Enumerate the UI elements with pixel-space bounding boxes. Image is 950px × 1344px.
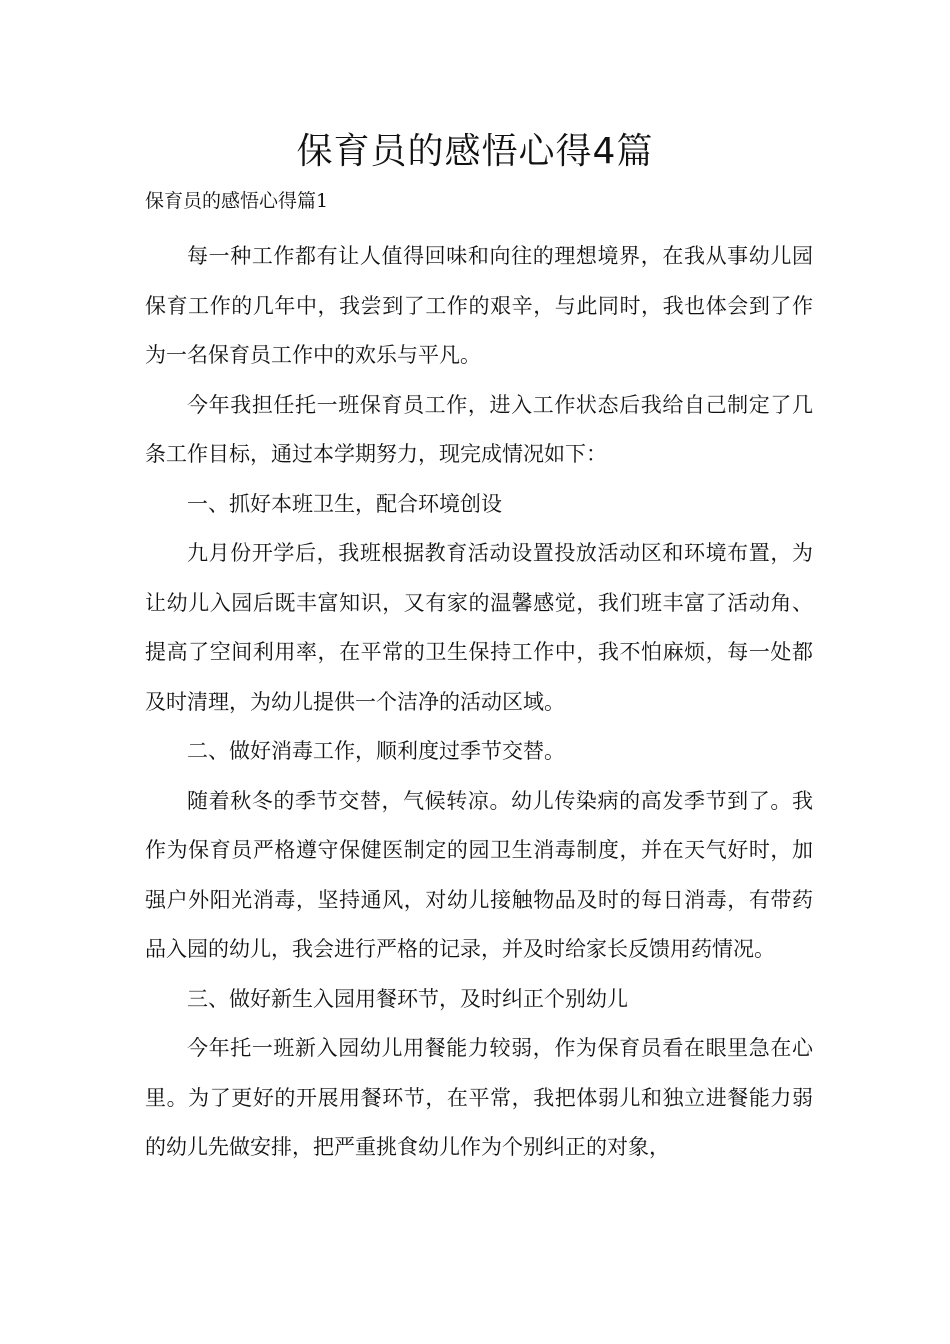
document-body: [145, 232, 813, 1173]
paragraph: 随着秋冬的季节交替，气候转凉。幼儿传染病的高发季节到了。我作为保育员严格遵守保健医制定的园卫生消毒制度，并在天气好时，加强户外阳光消毒，坚持通风，对幼儿接触物品及时的每日消毒，有带药品入园的幼儿，我会进行严格的记录，并及时给家长反馈用药情况。: [145, 788, 813, 961]
section-heading: 一、抓好本班卫生，配合环境创设: [187, 491, 502, 516]
section-heading: 二、做好消毒工作，顺利度过季节交替。: [187, 739, 565, 763]
document-title: 保育员的感悟心得4篇: [296, 131, 654, 172]
section-heading: 三、做好新生入园用餐环节，及时纠正个别幼儿: [187, 986, 628, 1011]
paragraph: 今年我担任托一班保育员工作，进入工作状态后我给自己制定了几条工作目标，通过本学期努力，现完成情况如下：: [145, 392, 813, 466]
section-subtitle: 保育员的感悟心得篇1: [145, 190, 329, 212]
paragraph: 今年托一班新入园幼儿用餐能力较弱，作为保育员看在眼里急在心里。为了更好的开展用餐环节，在平常，我把体弱儿和独立进餐能力弱的幼儿先做安排，把严重挑食幼儿作为个别纠正的对象，: [145, 1036, 813, 1159]
paragraph: 每一种工作都有让人值得回味和向往的理想境界，在我从事幼儿园保育工作的几年中，我尝到了工作的艰辛，与此同时，我也体会到了作为一名保育员工作中的欢乐与平凡。: [145, 244, 813, 367]
paragraph: 九月份开学后，我班根据教育活动设置投放活动区和环境布置，为让幼儿入园后既丰富知识，又有家的温馨感觉，我们班丰富了活动角、提高了空间利用率，在平常的卫生保持工作中，我不怕麻烦，每一处都及时清理，为幼儿提供一个洁净的活动区域。: [145, 541, 813, 714]
